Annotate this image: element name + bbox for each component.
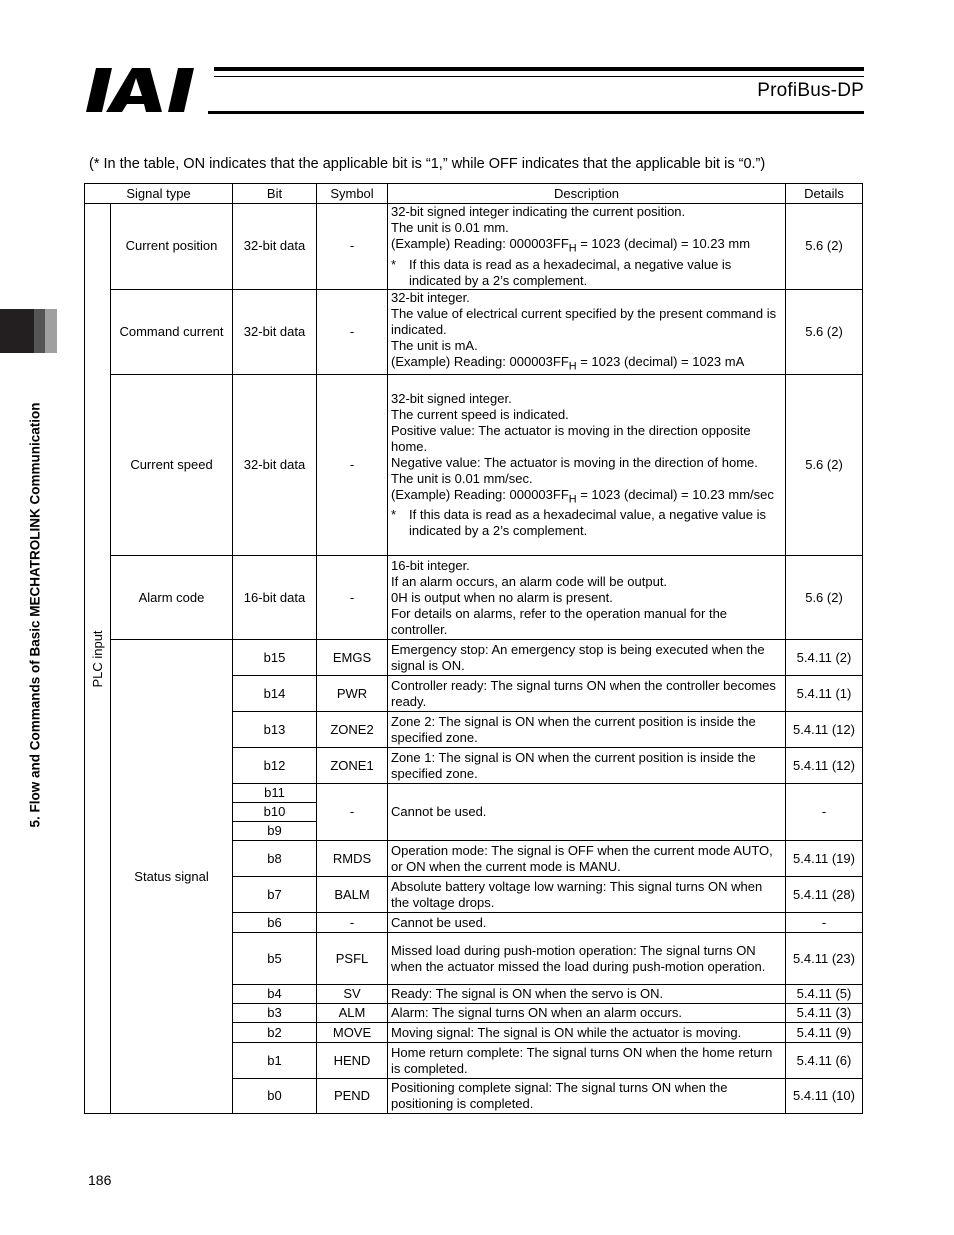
example-text: (Example) Reading: 000003FF <box>391 236 569 251</box>
description-cell: Cannot be used. <box>388 913 786 933</box>
bit-cell: b15 <box>233 640 317 676</box>
description-line: Negative value: The actuator is moving in the direction of home. <box>391 454 758 470</box>
symbol-cell: ALM <box>317 1004 388 1023</box>
header-rule-top <box>214 67 864 71</box>
chapter-side-label <box>28 371 42 859</box>
header-rule-thin <box>214 76 864 77</box>
details-cell: 5.4.11 (23) <box>786 933 863 985</box>
example-result: = 1023 (decimal) = 1023 mA <box>576 353 745 369</box>
description-cell: Controller ready: The signal turns ON when the controller becomes ready. <box>388 676 786 712</box>
description-cell: Missed load during push-motion operation: The signal turns ON when the actuator missed the load during push-motion operation. <box>388 933 786 985</box>
header-details: Details <box>786 184 863 204</box>
description-line: If an alarm occurs, an alarm code will be output. <box>391 573 668 589</box>
description-cell <box>388 204 786 290</box>
hex-subscript: H <box>568 493 577 506</box>
bit-cell: b1 <box>233 1043 317 1079</box>
header-bit: Bit <box>233 184 317 204</box>
table-row <box>85 375 863 556</box>
symbol-cell: - <box>317 204 388 290</box>
example-line <box>391 487 782 508</box>
description-line: 32-bit signed integer. <box>391 390 512 406</box>
description-line: 32-bit signed integer indicating the current position. <box>391 204 686 219</box>
example-result: = 1023 (decimal) = 10.23 mm <box>576 236 751 251</box>
description-line: The unit is 0.01 mm/sec. <box>391 470 533 486</box>
plc-input-group <box>85 204 111 1114</box>
description-line: The value of electrical current specified by the present command is indicated. <box>391 305 777 337</box>
description-cell: Emergency stop: An emergency stop is being executed when the signal is ON. <box>388 640 786 676</box>
description-cell: Alarm: The signal turns ON when an alarm occurs. <box>388 1004 786 1023</box>
asterisk-text: If this data is read as a hexadecimal, a negative value is indicated by a 2’s complement. <box>409 256 732 288</box>
signal-type-cell: Current position <box>111 204 233 290</box>
chapter-tab-mid <box>34 309 45 353</box>
details-cell: 5.4.11 (10) <box>786 1079 863 1114</box>
table-header-row <box>85 184 863 204</box>
description-line: The current speed is indicated. <box>391 406 569 422</box>
details-cell: 5.4.11 (1) <box>786 676 863 712</box>
bit-cell: b3 <box>233 1004 317 1023</box>
description-cell: Cannot be used. <box>388 784 786 841</box>
hex-subscript: H <box>568 242 577 255</box>
status-row <box>85 640 863 676</box>
table-row <box>85 556 863 640</box>
chapter-title: 5. Flow and Commands of Basic MECHATROLINK Communication <box>27 402 43 828</box>
plc-input-label: PLC input <box>89 630 105 688</box>
description-line: 32-bit integer. <box>391 289 470 305</box>
details-cell: 5.6 (2) <box>786 375 863 556</box>
details-cell: 5.4.11 (19) <box>786 841 863 877</box>
description-line: For details on alarms, refer to the operation manual for the controller. <box>391 605 728 637</box>
details-cell: 5.6 (2) <box>786 204 863 290</box>
hex-subscript: H <box>568 360 577 373</box>
bit-cell: b5 <box>233 933 317 985</box>
symbol-cell: EMGS <box>317 640 388 676</box>
description-cell: Zone 1: The signal is ON when the current position is inside the specified zone. <box>388 748 786 784</box>
details-cell: 5.4.11 (2) <box>786 640 863 676</box>
symbol-cell: PSFL <box>317 933 388 985</box>
bit-cell: b6 <box>233 913 317 933</box>
symbol-cell: ZONE2 <box>317 712 388 748</box>
bit-cell: b13 <box>233 712 317 748</box>
symbol-cell: - <box>317 913 388 933</box>
bit-cell: 32-bit data <box>233 375 317 556</box>
bit-cell: b7 <box>233 877 317 913</box>
details-cell: 5.4.11 (12) <box>786 712 863 748</box>
page-number: 186 <box>88 1172 112 1188</box>
description-line: The unit is mA. <box>391 337 478 353</box>
symbol-cell: PWR <box>317 676 388 712</box>
example-line <box>391 354 782 375</box>
bit-cell: 16-bit data <box>233 556 317 640</box>
description-cell: Positioning complete signal: The signal turns ON when the positioning is completed. <box>388 1079 786 1114</box>
description-cell: Zone 2: The signal is ON when the current position is inside the specified zone. <box>388 712 786 748</box>
symbol-cell: ZONE1 <box>317 748 388 784</box>
details-cell: 5.4.11 (3) <box>786 1004 863 1023</box>
signal-type-cell: Command current <box>111 289 233 375</box>
bit-cell: b9 <box>233 822 317 841</box>
description-cell <box>388 289 786 375</box>
bit-cell: b14 <box>233 676 317 712</box>
bit-cell: b12 <box>233 748 317 784</box>
signal-type-cell: Current speed <box>111 375 233 556</box>
symbol-cell: - <box>317 375 388 556</box>
symbol-cell: MOVE <box>317 1023 388 1043</box>
symbol-cell: HEND <box>317 1043 388 1079</box>
description-cell: Moving signal: The signal is ON while the actuator is moving. <box>388 1023 786 1043</box>
description-line: The unit is 0.01 mm. <box>391 220 509 235</box>
symbol-cell: SV <box>317 985 388 1004</box>
description-line: 0H is output when no alarm is present. <box>391 589 613 605</box>
symbol-cell: PEND <box>317 1079 388 1114</box>
description-cell <box>388 375 786 556</box>
symbol-cell: - <box>317 784 388 841</box>
table-row <box>85 289 863 375</box>
details-cell: 5.4.11 (12) <box>786 748 863 784</box>
example-result: = 1023 (decimal) = 10.23 mm/sec <box>576 486 774 502</box>
description-cell: Operation mode: The signal is OFF when the current mode AUTO, or ON when the current mode is MANU. <box>388 841 786 877</box>
example-line <box>391 236 782 257</box>
symbol-cell: - <box>317 556 388 640</box>
asterisk-note <box>391 507 782 539</box>
header-description: Description <box>388 184 786 204</box>
symbol-cell: RMDS <box>317 841 388 877</box>
asterisk-text: If this data is read as a hexadecimal value, a negative value is indicated by a 2’s complement. <box>409 507 767 539</box>
description-cell: Absolute battery voltage low warning: This signal turns ON when the voltage drops. <box>388 877 786 913</box>
details-cell: 5.4.11 (9) <box>786 1023 863 1043</box>
iai-logo <box>86 66 206 116</box>
bit-cell: b10 <box>233 803 317 822</box>
symbol-cell: BALM <box>317 877 388 913</box>
bit-cell: 32-bit data <box>233 289 317 375</box>
header-symbol: Symbol <box>317 184 388 204</box>
description-line: Positive value: The actuator is moving in the direction opposite home. <box>391 422 751 454</box>
symbol-cell: - <box>317 289 388 375</box>
bit-cell: 32-bit data <box>233 204 317 290</box>
bit-cell: b0 <box>233 1079 317 1114</box>
table-row <box>85 204 863 290</box>
details-cell: 5.6 (2) <box>786 289 863 375</box>
bit-cell: b8 <box>233 841 317 877</box>
details-cell: - <box>786 784 863 841</box>
details-cell: - <box>786 913 863 933</box>
bit-cell: b2 <box>233 1023 317 1043</box>
status-signal-cell: Status signal <box>111 640 233 1114</box>
chapter-tab-dark <box>0 309 34 353</box>
details-cell: 5.6 (2) <box>786 556 863 640</box>
details-cell: 5.4.11 (28) <box>786 877 863 913</box>
description-cell: Home return complete: The signal turns ON when the home return is completed. <box>388 1043 786 1079</box>
asterisk-mark: * <box>391 507 397 523</box>
bit-cell: b11 <box>233 784 317 803</box>
header-signal-type: Signal type <box>85 184 233 204</box>
example-text: (Example) Reading: 000003FF <box>391 353 569 369</box>
table-note: (* In the table, ON indicates that the applicable bit is “1,” while OFF indicates that the applicable bit is “0.”) <box>89 156 766 172</box>
signal-type-cell: Alarm code <box>111 556 233 640</box>
description-cell <box>388 556 786 640</box>
details-cell: 5.4.11 (6) <box>786 1043 863 1079</box>
chapter-tab-light <box>45 309 57 353</box>
asterisk-mark: * <box>391 256 397 272</box>
product-name: ProfiBus-DP <box>757 80 864 101</box>
bit-cell: b4 <box>233 985 317 1004</box>
plc-input-table <box>84 183 863 1114</box>
example-text: (Example) Reading: 000003FF <box>391 486 569 502</box>
details-cell: 5.4.11 (5) <box>786 985 863 1004</box>
description-cell: Ready: The signal is ON when the servo is ON. <box>388 985 786 1004</box>
asterisk-note <box>391 257 782 289</box>
description-line: 16-bit integer. <box>391 557 470 573</box>
header-rule-bottom <box>208 111 864 114</box>
